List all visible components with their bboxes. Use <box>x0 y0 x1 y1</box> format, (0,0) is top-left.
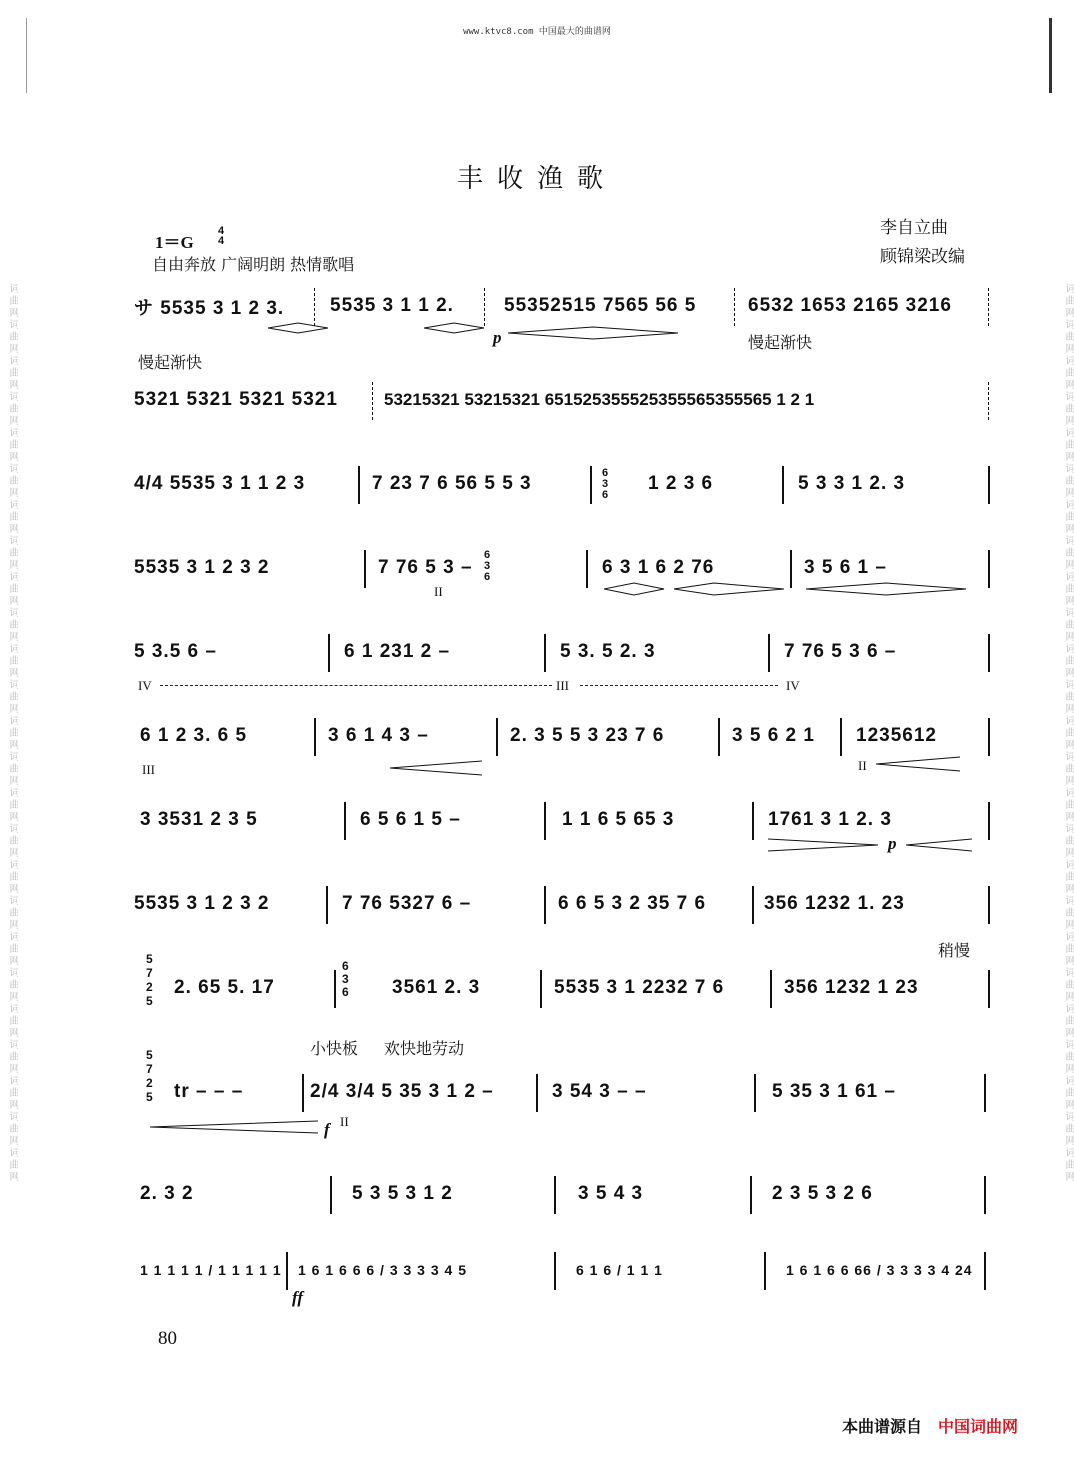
barline <box>334 970 336 1008</box>
crescendo-hairpin <box>390 760 482 776</box>
barline <box>358 466 360 504</box>
barline <box>988 288 990 326</box>
left-watermark-strip: 词曲网词曲网词曲网词曲网词曲网词曲网词曲网词曲网词曲网词曲网词曲网词曲网词曲网词曲网词曲网词曲网词曲网词曲网词曲网词曲网词曲网词曲网词曲网词曲网词曲网 <box>7 282 18 1183</box>
chord-stack: 6 3 6 <box>484 549 491 583</box>
measure: 5321 5321 5321 5321 <box>134 389 338 410</box>
barline <box>326 886 328 924</box>
chord-stack: 6 3 6 <box>342 959 349 999</box>
barline <box>764 1252 766 1290</box>
time-signature-denominator: 4 <box>218 235 225 247</box>
measure: 7 76 5 3 6 – <box>784 641 897 662</box>
crescendo-hairpin <box>906 838 972 852</box>
score-row-9 <box>134 952 994 1018</box>
measure: 5535 3 1 2 3 2 <box>134 893 270 914</box>
measure: 5 35 3 1 61 – <box>772 1081 896 1102</box>
barline <box>718 718 720 756</box>
barline <box>330 1176 332 1214</box>
barline <box>364 550 366 588</box>
crescendo-decrescendo-hairpin <box>268 322 328 334</box>
hairpin-group <box>806 582 966 596</box>
measure: 356 1232 1 23 <box>784 977 919 998</box>
footer-source-label: 本曲谱源自 <box>842 1417 923 1436</box>
barline <box>754 1074 756 1112</box>
expression-slow-then-fast: 慢起渐快 <box>748 333 813 352</box>
barline <box>840 718 842 756</box>
barline <box>544 802 546 840</box>
measure: 6532 1653 2165 3216 <box>748 295 952 316</box>
measure: 2. 3 5 5 3 23 7 6 <box>510 725 665 746</box>
score-row-2 <box>134 370 994 430</box>
key-signature: 1＝G <box>155 233 194 252</box>
measure: 6 3 1 6 2 76 <box>602 557 715 578</box>
barline <box>586 550 588 588</box>
position-line <box>160 685 552 686</box>
measure: 1 6 1 6 6 6 / 3 3 3 3 4 5 <box>298 1262 467 1278</box>
measure: 7 23 7 6 56 5 5 3 <box>372 473 532 494</box>
barline <box>770 970 772 1008</box>
measure: 1761 3 1 2. 3 <box>768 809 892 830</box>
chord-stack: 5 7 2 5 <box>146 1048 153 1104</box>
measure: 3 5 6 1 – <box>804 557 887 578</box>
measure: 6 6 5 3 2 35 7 6 <box>558 893 707 914</box>
barline <box>988 886 990 924</box>
barline <box>988 550 990 588</box>
measure: 7 76 5 3 – <box>378 557 473 578</box>
expression-joyful-labor: 欢快地劳动 <box>384 1039 465 1058</box>
crescendo-decrescendo-hairpin <box>508 326 678 340</box>
barline <box>988 802 990 840</box>
barline <box>988 718 990 756</box>
score-row-11 <box>134 1164 994 1224</box>
barline <box>988 970 990 1008</box>
barline <box>984 1252 986 1290</box>
measure: 2. 65 5. 17 <box>174 977 275 998</box>
barline <box>314 718 316 756</box>
barline <box>544 886 546 924</box>
right-watermark-strip: 词曲网词曲网词曲网词曲网词曲网词曲网词曲网词曲网词曲网词曲网词曲网词曲网词曲网词曲网词曲网词曲网词曲网词曲网词曲网词曲网词曲网词曲网词曲网词曲网词曲网 <box>1063 282 1074 1183</box>
expression-slow-then-fast: 慢起渐快 <box>138 353 203 372</box>
crescendo-decrescendo-hairpin <box>424 322 484 334</box>
measure: 4/4 5535 3 1 1 2 3 <box>134 473 306 494</box>
footer-source <box>842 1414 1018 1437</box>
position-marker-iii: III <box>556 678 569 693</box>
time-signature-numerator: 4 <box>218 225 225 237</box>
barline <box>734 288 736 326</box>
decrescendo-hairpin <box>768 838 878 852</box>
measure: 2. 3 2 <box>140 1183 194 1204</box>
expression-allegretto: 小快板 <box>310 1039 359 1058</box>
time-signature <box>218 226 224 246</box>
barline <box>540 970 542 1008</box>
position-marker-iv: IV <box>786 678 800 693</box>
measure: 2 3 5 3 2 6 <box>772 1183 873 1204</box>
arranger: 顾锦梁改编 <box>880 247 965 267</box>
barline <box>302 1074 304 1112</box>
measure: 6 1 6 / 1 1 1 <box>576 1262 663 1278</box>
barline <box>544 634 546 672</box>
barline <box>554 1252 556 1290</box>
score-row-8 <box>134 874 994 934</box>
barline <box>286 1252 288 1290</box>
barline <box>484 288 486 326</box>
dynamic-ff: ff <box>292 1288 304 1307</box>
measure: 6 5 6 1 5 – <box>360 809 461 830</box>
composer: 李自立曲 <box>880 218 948 238</box>
position-line <box>580 685 778 686</box>
measure: 53215321 53215321 651525355525355565355565 1 2 1 <box>384 390 815 409</box>
expression-slightly-slower: 稍慢 <box>938 941 971 960</box>
page-title: 丰收渔歌 <box>456 164 617 194</box>
measure: 5 3 5 3 1 2 <box>352 1183 453 1204</box>
crescendo-hairpin <box>876 756 960 772</box>
measure: 5 3. 5 2. 3 <box>560 641 656 662</box>
barline <box>790 550 792 588</box>
barline <box>988 466 990 504</box>
measure: tr – – – <box>174 1081 244 1102</box>
barline <box>752 802 754 840</box>
measure: 5 3.5 6 – <box>134 641 217 662</box>
measure: 1 1 1 1 1 / 1 1 1 1 1 <box>140 1262 282 1278</box>
barline <box>314 288 316 326</box>
score-row-5 <box>134 622 994 682</box>
measure: 6 1 231 2 – <box>344 641 451 662</box>
measure: 1235612 <box>856 725 937 746</box>
barline <box>590 466 592 504</box>
score-row-6 <box>134 706 994 766</box>
barline <box>984 1074 986 1112</box>
barline <box>554 1176 556 1214</box>
tempo-marking: 自由奔放 广阔明朗 热情歌唱 <box>152 255 355 274</box>
barline <box>496 718 498 756</box>
measure: 2/4 3/4 5 35 3 1 2 – <box>310 1081 494 1102</box>
barline <box>750 1176 752 1214</box>
measure: 1 1 6 5 65 3 <box>562 809 675 830</box>
measure: 3 3531 2 3 5 <box>140 809 258 830</box>
barline <box>988 382 990 420</box>
chord-stack: 6 3 6 <box>602 467 609 501</box>
chord-stack: 5 7 2 5 <box>146 952 153 1008</box>
barline <box>328 634 330 672</box>
hairpin-group <box>604 582 784 596</box>
dynamic-p: p <box>888 834 897 853</box>
measure: 3 5 6 2 1 <box>732 725 815 746</box>
measure: 5535 3 1 1 2. <box>330 295 454 316</box>
measure: 55352515 7565 56 5 <box>504 295 697 316</box>
position-marker-ii: II <box>340 1114 349 1129</box>
measure: 5535 3 1 2 3 2 <box>134 557 270 578</box>
barline <box>536 1074 538 1112</box>
barline <box>752 886 754 924</box>
measure: 3561 2. 3 <box>392 977 481 998</box>
barline <box>988 634 990 672</box>
score-row-3 <box>134 454 994 514</box>
position-marker-ii: II <box>434 584 443 599</box>
position-marker-iv: IV <box>138 678 152 693</box>
barline <box>984 1176 986 1214</box>
measure: 3 6 1 4 3 – <box>328 725 429 746</box>
barline <box>372 382 374 420</box>
barline <box>344 802 346 840</box>
measure: 356 1232 1. 23 <box>764 893 905 914</box>
footer-source-brand[interactable]: 中国词曲网 <box>938 1417 1019 1436</box>
measure: 7 76 5327 6 – <box>342 893 472 914</box>
position-marker-ii: II <box>858 758 867 773</box>
score-row-12 <box>134 1240 994 1300</box>
measure: 3 54 3 – – <box>552 1081 647 1102</box>
measure: 1 6 1 6 6 66 / 3 3 3 3 4 24 <box>786 1262 973 1278</box>
dynamic-p: p <box>493 328 502 347</box>
measure: 1 2 3 6 <box>648 473 714 494</box>
measure: サ 5535 3 1 2 3. <box>134 297 285 319</box>
measure: 5 3 3 1 2. 3 <box>798 473 906 494</box>
crescendo-hairpin <box>150 1120 318 1134</box>
page-number: 80 <box>158 1328 177 1349</box>
measure: 5535 3 1 2232 7 6 <box>554 977 725 998</box>
barline <box>782 466 784 504</box>
source-header: www.ktvc8.com 中国最大的曲谱网 <box>463 27 611 37</box>
position-marker-iii: III <box>142 762 155 777</box>
dynamic-f: f <box>324 1120 330 1139</box>
barline <box>768 634 770 672</box>
measure: 3 5 4 3 <box>578 1183 644 1204</box>
measure: 6 1 2 3. 6 5 <box>140 725 248 746</box>
